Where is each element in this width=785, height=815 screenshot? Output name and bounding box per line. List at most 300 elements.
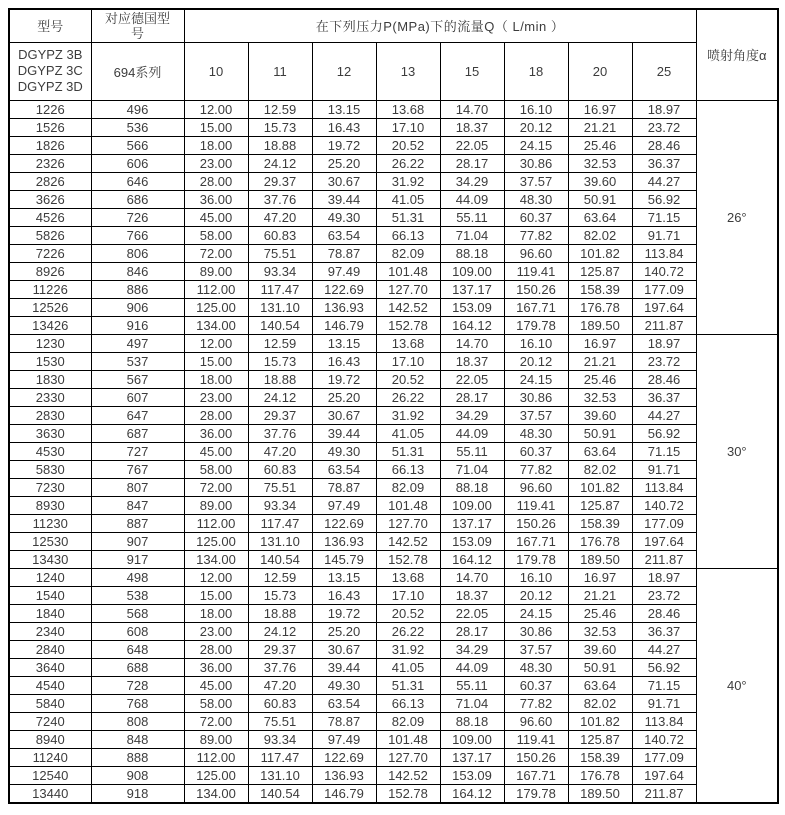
spray-angle-cell: 30° bbox=[696, 334, 778, 568]
table-row bbox=[9, 280, 778, 298]
flow-value-cell: 17.10 bbox=[376, 118, 440, 136]
flow-value-cell: 101.48 bbox=[376, 262, 440, 280]
flow-value-cell: 51.31 bbox=[376, 442, 440, 460]
flow-value-cell: 117.47 bbox=[248, 514, 312, 532]
flow-value-cell: 91.71 bbox=[632, 694, 696, 712]
flow-value-cell: 32.53 bbox=[568, 388, 632, 406]
flow-value-cell: 145.79 bbox=[312, 550, 376, 568]
flow-value-cell: 14.70 bbox=[440, 568, 504, 586]
flow-value-cell: 150.26 bbox=[504, 280, 568, 298]
flow-value-cell: 134.00 bbox=[184, 550, 248, 568]
flow-value-cell: 49.30 bbox=[312, 442, 376, 460]
table-row bbox=[9, 514, 778, 532]
flow-value-cell: 72.00 bbox=[184, 712, 248, 730]
flow-value-cell: 23.00 bbox=[184, 154, 248, 172]
spray-angle-column-header: 喷射角度α bbox=[696, 9, 778, 100]
table-row bbox=[9, 226, 778, 244]
flow-value-cell: 93.34 bbox=[248, 496, 312, 514]
table-row bbox=[9, 298, 778, 316]
flow-value-cell: 37.57 bbox=[504, 172, 568, 190]
flow-value-cell: 18.00 bbox=[184, 604, 248, 622]
german-model-cell: 687 bbox=[91, 424, 184, 442]
flow-value-cell: 15.00 bbox=[184, 586, 248, 604]
table-row bbox=[9, 568, 778, 586]
flow-value-cell: 36.37 bbox=[632, 388, 696, 406]
model-cell: 2326 bbox=[9, 154, 91, 172]
flow-value-cell: 41.05 bbox=[376, 190, 440, 208]
german-model-cell: 537 bbox=[91, 352, 184, 370]
flow-value-cell: 31.92 bbox=[376, 172, 440, 190]
flow-value-cell: 63.54 bbox=[312, 226, 376, 244]
model-cell: 8926 bbox=[9, 262, 91, 280]
flow-value-cell: 20.12 bbox=[504, 586, 568, 604]
table-row bbox=[9, 262, 778, 280]
flow-value-cell: 211.87 bbox=[632, 316, 696, 334]
german-model-cell: 887 bbox=[91, 514, 184, 532]
model-line-3: DGYPZ 3D bbox=[17, 79, 83, 94]
flow-value-cell: 21.21 bbox=[568, 118, 632, 136]
flow-value-cell: 71.04 bbox=[440, 694, 504, 712]
flow-value-cell: 96.60 bbox=[504, 712, 568, 730]
flow-value-cell: 113.84 bbox=[632, 712, 696, 730]
flow-value-cell: 60.83 bbox=[248, 460, 312, 478]
pressure-header-15: 15 bbox=[440, 42, 504, 100]
flow-value-cell: 56.92 bbox=[632, 190, 696, 208]
header-row-1 bbox=[9, 9, 778, 42]
model-cell: 8930 bbox=[9, 496, 91, 514]
flow-value-cell: 77.82 bbox=[504, 226, 568, 244]
flow-value-cell: 44.09 bbox=[440, 658, 504, 676]
flow-value-cell: 39.44 bbox=[312, 658, 376, 676]
flow-value-cell: 24.15 bbox=[504, 604, 568, 622]
flow-value-cell: 25.46 bbox=[568, 136, 632, 154]
flow-value-cell: 39.60 bbox=[568, 406, 632, 424]
flow-value-cell: 12.00 bbox=[184, 100, 248, 118]
flow-value-cell: 71.15 bbox=[632, 442, 696, 460]
flow-value-cell: 18.88 bbox=[248, 136, 312, 154]
german-model-header-label: 对应德国型号 bbox=[104, 10, 170, 41]
flow-value-cell: 48.30 bbox=[504, 424, 568, 442]
german-model-cell: 568 bbox=[91, 604, 184, 622]
flow-value-cell: 13.15 bbox=[312, 568, 376, 586]
flow-value-cell: 152.78 bbox=[376, 550, 440, 568]
model-cell: 5830 bbox=[9, 460, 91, 478]
flow-value-cell: 134.00 bbox=[184, 316, 248, 334]
table-row bbox=[9, 190, 778, 208]
german-model-cell: 846 bbox=[91, 262, 184, 280]
flow-value-cell: 60.37 bbox=[504, 442, 568, 460]
flow-value-cell: 96.60 bbox=[504, 478, 568, 496]
flow-value-cell: 15.73 bbox=[248, 118, 312, 136]
flow-value-cell: 28.00 bbox=[184, 640, 248, 658]
flow-value-cell: 31.92 bbox=[376, 406, 440, 424]
flow-value-cell: 25.20 bbox=[312, 388, 376, 406]
model-cell: 4530 bbox=[9, 442, 91, 460]
flow-value-cell: 72.00 bbox=[184, 478, 248, 496]
flow-value-cell: 63.64 bbox=[568, 676, 632, 694]
flow-value-cell: 89.00 bbox=[184, 262, 248, 280]
model-cell: 2330 bbox=[9, 388, 91, 406]
german-model-cell: 888 bbox=[91, 748, 184, 766]
flow-value-cell: 36.00 bbox=[184, 190, 248, 208]
flow-value-cell: 41.05 bbox=[376, 658, 440, 676]
flow-value-cell: 47.20 bbox=[248, 442, 312, 460]
flow-value-cell: 167.71 bbox=[504, 766, 568, 784]
spray-angle-cell: 40° bbox=[696, 568, 778, 803]
german-model-cell: 648 bbox=[91, 640, 184, 658]
flow-value-cell: 146.79 bbox=[312, 316, 376, 334]
flow-value-cell: 20.52 bbox=[376, 136, 440, 154]
flow-value-cell: 23.72 bbox=[632, 118, 696, 136]
table-row bbox=[9, 604, 778, 622]
table-row bbox=[9, 478, 778, 496]
flow-value-cell: 22.05 bbox=[440, 604, 504, 622]
table-row bbox=[9, 370, 778, 388]
flow-value-cell: 71.15 bbox=[632, 208, 696, 226]
flow-value-cell: 134.00 bbox=[184, 784, 248, 803]
german-model-cell: 727 bbox=[91, 442, 184, 460]
flow-value-cell: 28.00 bbox=[184, 172, 248, 190]
model-cell: 13426 bbox=[9, 316, 91, 334]
table-row bbox=[9, 730, 778, 748]
spray-angle-cell: 26° bbox=[696, 100, 778, 334]
flow-value-cell: 28.46 bbox=[632, 370, 696, 388]
table-row bbox=[9, 766, 778, 784]
flow-value-cell: 44.27 bbox=[632, 172, 696, 190]
flow-value-cell: 131.10 bbox=[248, 532, 312, 550]
model-cell: 3640 bbox=[9, 658, 91, 676]
german-model-cell: 806 bbox=[91, 244, 184, 262]
table-row bbox=[9, 784, 778, 803]
flow-value-cell: 140.54 bbox=[248, 784, 312, 803]
german-model-cell: 686 bbox=[91, 190, 184, 208]
flow-value-cell: 71.04 bbox=[440, 460, 504, 478]
flow-value-cell: 136.93 bbox=[312, 298, 376, 316]
flow-value-cell: 177.09 bbox=[632, 514, 696, 532]
flow-value-cell: 140.54 bbox=[248, 316, 312, 334]
flow-value-cell: 48.30 bbox=[504, 658, 568, 676]
flow-value-cell: 37.57 bbox=[504, 640, 568, 658]
flow-value-cell: 150.26 bbox=[504, 514, 568, 532]
flow-value-cell: 18.88 bbox=[248, 370, 312, 388]
german-model-cell: 918 bbox=[91, 784, 184, 803]
flow-value-cell: 24.12 bbox=[248, 388, 312, 406]
flow-value-cell: 18.37 bbox=[440, 586, 504, 604]
flow-value-cell: 13.15 bbox=[312, 334, 376, 352]
flow-value-cell: 13.15 bbox=[312, 100, 376, 118]
flow-value-cell: 34.29 bbox=[440, 406, 504, 424]
flow-value-cell: 63.54 bbox=[312, 694, 376, 712]
flow-value-cell: 131.10 bbox=[248, 766, 312, 784]
german-model-cell: 566 bbox=[91, 136, 184, 154]
flow-value-cell: 66.13 bbox=[376, 460, 440, 478]
flow-value-cell: 23.72 bbox=[632, 352, 696, 370]
flow-value-cell: 109.00 bbox=[440, 730, 504, 748]
german-model-cell: 768 bbox=[91, 694, 184, 712]
german-model-cell: 607 bbox=[91, 388, 184, 406]
model-cell: 1240 bbox=[9, 568, 91, 586]
flow-value-cell: 167.71 bbox=[504, 298, 568, 316]
flow-value-cell: 71.04 bbox=[440, 226, 504, 244]
flow-value-cell: 82.02 bbox=[568, 694, 632, 712]
flow-value-cell: 30.67 bbox=[312, 640, 376, 658]
german-model-cell: 498 bbox=[91, 568, 184, 586]
flow-value-cell: 60.37 bbox=[504, 208, 568, 226]
flow-value-cell: 48.30 bbox=[504, 190, 568, 208]
flow-value-cell: 13.68 bbox=[376, 100, 440, 118]
flow-value-cell: 97.49 bbox=[312, 496, 376, 514]
flow-value-cell: 153.09 bbox=[440, 766, 504, 784]
german-model-cell: 496 bbox=[91, 100, 184, 118]
flow-value-cell: 39.60 bbox=[568, 172, 632, 190]
flow-value-cell: 82.09 bbox=[376, 244, 440, 262]
flow-value-cell: 44.27 bbox=[632, 640, 696, 658]
flow-value-cell: 16.10 bbox=[504, 334, 568, 352]
flow-value-cell: 32.53 bbox=[568, 622, 632, 640]
table-row bbox=[9, 712, 778, 730]
german-model-cell: 848 bbox=[91, 730, 184, 748]
flow-value-cell: 88.18 bbox=[440, 478, 504, 496]
flow-value-cell: 12.59 bbox=[248, 100, 312, 118]
flow-value-cell: 45.00 bbox=[184, 676, 248, 694]
flow-value-cell: 127.70 bbox=[376, 748, 440, 766]
flow-value-cell: 19.72 bbox=[312, 136, 376, 154]
flow-value-cell: 19.72 bbox=[312, 370, 376, 388]
flow-value-cell: 17.10 bbox=[376, 352, 440, 370]
flow-value-cell: 50.91 bbox=[568, 190, 632, 208]
flow-value-cell: 19.72 bbox=[312, 604, 376, 622]
model-cell: 7230 bbox=[9, 478, 91, 496]
flow-value-cell: 15.00 bbox=[184, 118, 248, 136]
flow-value-cell: 56.92 bbox=[632, 424, 696, 442]
table-row bbox=[9, 748, 778, 766]
flow-value-cell: 119.41 bbox=[504, 496, 568, 514]
flow-value-cell: 153.09 bbox=[440, 298, 504, 316]
flow-value-cell: 28.17 bbox=[440, 388, 504, 406]
german-model-cell: 608 bbox=[91, 622, 184, 640]
flow-value-cell: 30.86 bbox=[504, 622, 568, 640]
model-column-header: 型号 bbox=[9, 9, 91, 42]
flow-value-cell: 30.86 bbox=[504, 154, 568, 172]
flow-value-cell: 18.88 bbox=[248, 604, 312, 622]
flow-value-cell: 125.87 bbox=[568, 496, 632, 514]
table-row bbox=[9, 694, 778, 712]
flow-value-cell: 39.44 bbox=[312, 190, 376, 208]
flow-value-cell: 71.15 bbox=[632, 676, 696, 694]
flow-value-cell: 136.93 bbox=[312, 532, 376, 550]
flow-value-cell: 93.34 bbox=[248, 730, 312, 748]
flow-value-cell: 34.29 bbox=[440, 640, 504, 658]
table-row bbox=[9, 352, 778, 370]
flow-value-cell: 55.11 bbox=[440, 442, 504, 460]
flow-value-cell: 18.37 bbox=[440, 118, 504, 136]
flow-value-cell: 211.87 bbox=[632, 550, 696, 568]
flow-value-cell: 37.57 bbox=[504, 406, 568, 424]
flow-value-cell: 140.72 bbox=[632, 496, 696, 514]
flow-value-cell: 119.41 bbox=[504, 730, 568, 748]
flow-value-cell: 109.00 bbox=[440, 262, 504, 280]
flow-value-cell: 18.00 bbox=[184, 370, 248, 388]
flow-value-cell: 125.00 bbox=[184, 766, 248, 784]
table-row bbox=[9, 622, 778, 640]
flow-value-cell: 119.41 bbox=[504, 262, 568, 280]
flow-value-cell: 24.15 bbox=[504, 136, 568, 154]
flow-value-cell: 21.21 bbox=[568, 586, 632, 604]
flow-value-cell: 37.76 bbox=[248, 190, 312, 208]
model-cell: 8940 bbox=[9, 730, 91, 748]
flow-value-cell: 97.49 bbox=[312, 262, 376, 280]
flow-value-cell: 29.37 bbox=[248, 172, 312, 190]
german-model-cell: 807 bbox=[91, 478, 184, 496]
german-model-cell: 847 bbox=[91, 496, 184, 514]
flow-value-cell: 51.31 bbox=[376, 208, 440, 226]
german-model-cell: 908 bbox=[91, 766, 184, 784]
flow-value-cell: 78.87 bbox=[312, 244, 376, 262]
model-line-2: DGYPZ 3C bbox=[17, 63, 83, 78]
table-row bbox=[9, 640, 778, 658]
model-cell: 11240 bbox=[9, 748, 91, 766]
flow-value-cell: 16.97 bbox=[568, 568, 632, 586]
flow-value-cell: 197.64 bbox=[632, 298, 696, 316]
table-row bbox=[9, 496, 778, 514]
flow-value-cell: 101.48 bbox=[376, 730, 440, 748]
flow-value-cell: 179.78 bbox=[504, 784, 568, 803]
flow-value-cell: 101.82 bbox=[568, 244, 632, 262]
flow-value-cell: 24.12 bbox=[248, 154, 312, 172]
table-row bbox=[9, 154, 778, 172]
pressure-header-25: 25 bbox=[632, 42, 696, 100]
flow-value-cell: 127.70 bbox=[376, 280, 440, 298]
table-row bbox=[9, 532, 778, 550]
flow-value-cell: 60.83 bbox=[248, 226, 312, 244]
model-cell: 3626 bbox=[9, 190, 91, 208]
flow-value-cell: 197.64 bbox=[632, 532, 696, 550]
flow-value-cell: 101.82 bbox=[568, 712, 632, 730]
flow-value-cell: 140.72 bbox=[632, 262, 696, 280]
table-row bbox=[9, 316, 778, 334]
pressure-header-20: 20 bbox=[568, 42, 632, 100]
model-cell: 5826 bbox=[9, 226, 91, 244]
flow-value-cell: 56.92 bbox=[632, 658, 696, 676]
flow-value-cell: 39.44 bbox=[312, 424, 376, 442]
flow-value-cell: 158.39 bbox=[568, 280, 632, 298]
model-cell: 4540 bbox=[9, 676, 91, 694]
flow-value-cell: 37.76 bbox=[248, 424, 312, 442]
pressure-header-18: 18 bbox=[504, 42, 568, 100]
flow-value-cell: 58.00 bbox=[184, 460, 248, 478]
flow-value-cell: 28.46 bbox=[632, 604, 696, 622]
flow-value-cell: 122.69 bbox=[312, 748, 376, 766]
flow-value-cell: 75.51 bbox=[248, 712, 312, 730]
flow-value-cell: 16.43 bbox=[312, 352, 376, 370]
flow-value-cell: 16.43 bbox=[312, 118, 376, 136]
german-model-cell: 536 bbox=[91, 118, 184, 136]
flow-value-cell: 58.00 bbox=[184, 226, 248, 244]
flow-value-cell: 32.53 bbox=[568, 154, 632, 172]
flow-value-cell: 66.13 bbox=[376, 226, 440, 244]
model-cell: 4526 bbox=[9, 208, 91, 226]
header-row-2 bbox=[9, 42, 778, 100]
flow-rate-spec-table bbox=[8, 8, 779, 804]
flow-value-cell: 60.37 bbox=[504, 676, 568, 694]
flow-value-cell: 49.30 bbox=[312, 676, 376, 694]
flow-value-cell: 15.73 bbox=[248, 352, 312, 370]
flow-value-cell: 44.09 bbox=[440, 424, 504, 442]
german-model-cell: 606 bbox=[91, 154, 184, 172]
flow-value-cell: 21.21 bbox=[568, 352, 632, 370]
german-model-column-header bbox=[91, 9, 184, 42]
table-row bbox=[9, 550, 778, 568]
flow-value-cell: 189.50 bbox=[568, 316, 632, 334]
flow-value-cell: 25.20 bbox=[312, 622, 376, 640]
flow-value-cell: 51.31 bbox=[376, 676, 440, 694]
german-model-cell: 917 bbox=[91, 550, 184, 568]
flow-value-cell: 36.37 bbox=[632, 154, 696, 172]
flow-value-cell: 23.72 bbox=[632, 586, 696, 604]
german-model-cell: 726 bbox=[91, 208, 184, 226]
flow-value-cell: 75.51 bbox=[248, 244, 312, 262]
flow-value-cell: 137.17 bbox=[440, 748, 504, 766]
flow-value-cell: 12.00 bbox=[184, 568, 248, 586]
table-row bbox=[9, 658, 778, 676]
flow-value-cell: 77.82 bbox=[504, 460, 568, 478]
flow-value-cell: 117.47 bbox=[248, 748, 312, 766]
flow-value-cell: 137.17 bbox=[440, 514, 504, 532]
flow-value-cell: 158.39 bbox=[568, 514, 632, 532]
flow-value-cell: 15.00 bbox=[184, 352, 248, 370]
flow-value-cell: 18.00 bbox=[184, 136, 248, 154]
flow-value-cell: 63.54 bbox=[312, 460, 376, 478]
flow-value-cell: 112.00 bbox=[184, 280, 248, 298]
flow-value-cell: 20.12 bbox=[504, 118, 568, 136]
flow-value-cell: 89.00 bbox=[184, 730, 248, 748]
flow-value-cell: 25.20 bbox=[312, 154, 376, 172]
model-cell: 12530 bbox=[9, 532, 91, 550]
flow-value-cell: 18.37 bbox=[440, 352, 504, 370]
german-model-cell: 766 bbox=[91, 226, 184, 244]
flow-value-cell: 28.46 bbox=[632, 136, 696, 154]
flow-value-cell: 16.97 bbox=[568, 100, 632, 118]
flow-value-cell: 39.60 bbox=[568, 640, 632, 658]
model-cell: 2340 bbox=[9, 622, 91, 640]
flow-value-cell: 15.73 bbox=[248, 586, 312, 604]
model-cell: 1526 bbox=[9, 118, 91, 136]
flow-value-cell: 75.51 bbox=[248, 478, 312, 496]
flow-value-cell: 88.18 bbox=[440, 712, 504, 730]
table-header bbox=[9, 9, 778, 100]
flow-value-cell: 78.87 bbox=[312, 712, 376, 730]
flow-value-cell: 179.78 bbox=[504, 550, 568, 568]
flow-value-cell: 20.12 bbox=[504, 352, 568, 370]
flow-value-cell: 22.05 bbox=[440, 370, 504, 388]
flow-value-cell: 29.37 bbox=[248, 406, 312, 424]
flow-value-cell: 89.00 bbox=[184, 496, 248, 514]
model-cell: 13440 bbox=[9, 784, 91, 803]
german-model-cell: 646 bbox=[91, 172, 184, 190]
german-model-cell: 808 bbox=[91, 712, 184, 730]
pressure-header-12: 12 bbox=[312, 42, 376, 100]
flow-value-cell: 18.97 bbox=[632, 568, 696, 586]
flow-value-cell: 78.87 bbox=[312, 478, 376, 496]
model-line-1: DGYPZ 3B bbox=[18, 47, 83, 62]
flow-value-cell: 82.02 bbox=[568, 226, 632, 244]
flow-value-cell: 72.00 bbox=[184, 244, 248, 262]
flow-value-cell: 125.87 bbox=[568, 730, 632, 748]
flow-value-cell: 34.29 bbox=[440, 172, 504, 190]
table-row bbox=[9, 118, 778, 136]
flow-value-cell: 91.71 bbox=[632, 460, 696, 478]
model-cell: 2826 bbox=[9, 172, 91, 190]
